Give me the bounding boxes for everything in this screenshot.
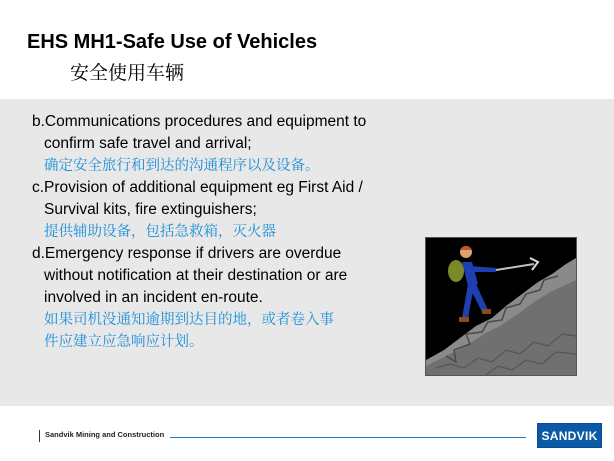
sandvik-logo	[537, 423, 602, 448]
bullet-list	[32, 111, 412, 353]
bullet-text-chinese: 确定安全旅行和到达的沟通程序以及设备。	[44, 158, 320, 174]
logo-text: SANDVIK	[541, 428, 598, 443]
bullet-text: Survival kits, fire extinguishers;	[44, 201, 257, 218]
bullet-text: involved in an incident en-route.	[44, 289, 263, 306]
footer-company: Sandvik Mining and Construction	[45, 430, 165, 439]
bullet-text: without notification at their destination or are	[44, 267, 348, 284]
bullet-item-c	[32, 177, 412, 243]
bullet-item-b	[32, 111, 412, 177]
bullet-text: d.Emergency response if drivers are overdue	[32, 245, 342, 262]
bullet-text-chinese: 提供辅助设备，包括急救箱，灭火器	[44, 224, 276, 240]
bullet-text-chinese: 件应建立应急响应计划。	[44, 334, 204, 350]
bullet-text: c.Provision of additional equipment eg First Aid /	[32, 179, 363, 196]
bullet-text-chinese: 如果司机没通知逾期到达目的地，或者卷入事	[44, 312, 334, 328]
bullet-text: confirm safe travel and arrival;	[44, 135, 252, 152]
slide-title-chinese: 安全使用车辆	[70, 62, 185, 84]
footer-divider	[39, 430, 40, 442]
bullet-item-d	[32, 243, 412, 353]
footer-rule	[170, 437, 526, 438]
mountain-climber-icon	[425, 237, 577, 376]
slide-title: EHS MH1-Safe Use of Vehicles	[27, 31, 318, 53]
bullet-text: b.Communications procedures and equipment to	[32, 113, 367, 130]
